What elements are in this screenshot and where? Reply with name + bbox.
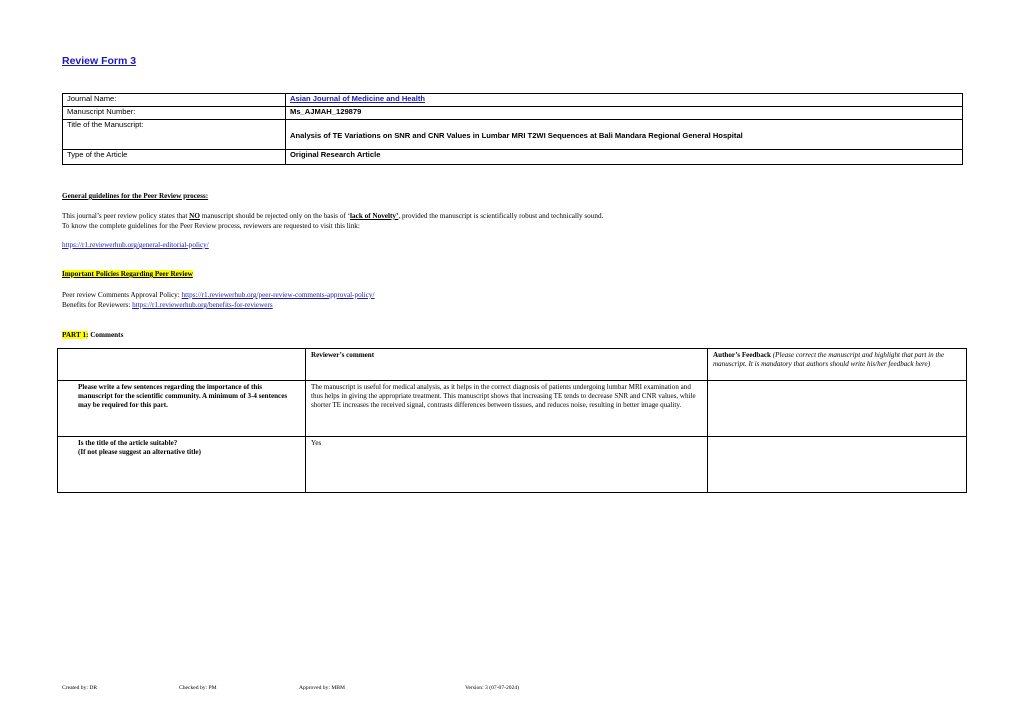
title-author-feedback[interactable] — [708, 437, 967, 493]
table-row — [58, 381, 967, 437]
article-type-label: Type of the Article — [63, 150, 286, 165]
author-feedback-note: (Please correct the manuscript and highlight that part in the manuscript. It is mandatory that authors should write his/her feedback here) — [713, 351, 945, 369]
policy-text-b: manuscript should be rejected only on the basis of ‘ — [199, 212, 351, 220]
policy-no-emphasis: NO — [189, 212, 200, 220]
manuscript-number-value: Ms_AJMAH_129879 — [286, 107, 963, 120]
manuscript-number-label: Manuscript Number: — [63, 107, 286, 120]
title-question-line1: Is the title of the article suitable? — [78, 439, 178, 447]
benefits-label: Benefits for Reviewers: — [62, 301, 133, 309]
part1-title: Comments — [88, 331, 124, 339]
guidelines-heading: General guidelines for the Peer Review process: — [62, 192, 209, 200]
approval-policy-line — [62, 291, 375, 301]
policy-text-c: , provided the manuscript is scientifically robust and technically sound. — [398, 212, 604, 220]
author-feedback-title: Author’s Feedback — [713, 351, 771, 359]
journal-name-label: Journal Name: — [63, 94, 286, 107]
form-title: Review Form 3 — [62, 55, 137, 67]
article-type-row — [63, 150, 963, 165]
table-row — [58, 437, 967, 493]
policies-heading-wrap — [62, 270, 193, 280]
article-type-value: Original Research Article — [286, 150, 963, 165]
guidelines-visit-line: To know the complete guidelines for the Peer Review process, reviewers are requested to visit this link: — [62, 222, 360, 230]
title-question-line2: (If not please suggest an alternative title) — [78, 448, 201, 457]
manuscript-number-row — [63, 107, 963, 120]
manuscript-info-table — [62, 93, 963, 165]
importance-question: Please write a few sentences regarding the importance of this manuscript for the scientific community. A minimum of 3-4 sentences may be required for this part. — [58, 381, 306, 437]
comments-table — [57, 348, 967, 493]
footer-created-by: Created by: DR — [62, 685, 98, 691]
journal-name-link[interactable]: Asian Journal of Medicine and Health — [290, 94, 426, 103]
footer-checked-by: Checked by: PM — [179, 685, 217, 691]
part1-heading — [62, 331, 123, 341]
policy-text-a: This journal’s peer review policy states that — [62, 212, 190, 220]
header-empty-cell — [58, 349, 306, 381]
guidelines-policy-line — [62, 212, 603, 222]
header-author-feedback — [708, 349, 967, 381]
importance-author-feedback[interactable] — [708, 381, 967, 437]
general-editorial-policy-link[interactable]: https://r1.reviewerhub.org/general-editorial-policy/ — [62, 241, 209, 249]
importance-reviewer-answer: The manuscript is useful for medical analysis, as it helps in the correct diagnosis of patients undergoing lumbar MRI examination and thus helps in giving the appropriate treatment. This manuscript shows that increasing TE tends to decrease SNR and CNR values, while shorter TE increases the received signal, contrasts differences between tissues, and reduces noise, resulting in better image quality. — [306, 381, 708, 437]
approval-policy-label: Peer review Comments Approval Policy: — [62, 291, 182, 299]
benefits-line — [62, 301, 273, 311]
part1-label: PART 1: — [62, 331, 89, 339]
benefits-link[interactable]: https://r1.reviewerhub.org/benefits-for-reviewers — [132, 301, 273, 309]
manuscript-title-row — [63, 120, 963, 150]
comments-header-row — [58, 349, 967, 381]
journal-row — [63, 94, 963, 107]
policy-novelty-emphasis: lack of Novelty’ — [350, 212, 399, 220]
title-suitability-question — [58, 437, 306, 493]
header-reviewer-comment: Reviewer’s comment — [306, 349, 708, 381]
footer-version: Version: 3 (07-07-2024) — [465, 685, 520, 691]
approval-policy-link[interactable]: https://r1.reviewerhub.org/peer-review-comments-approval-policy/ — [181, 291, 375, 299]
manuscript-title-value: Analysis of TE Variations on SNR and CNR Values in Lumbar MRI T2WI Sequences at Bali Mandara Regional General Hospital — [286, 120, 963, 150]
title-reviewer-answer: Yes — [306, 437, 708, 493]
policies-heading: Important Policies Regarding Peer Review — [62, 270, 193, 278]
footer-approved-by: Approved by: MBM — [299, 685, 345, 691]
manuscript-title-label: Title of the Manuscript: — [63, 120, 286, 150]
